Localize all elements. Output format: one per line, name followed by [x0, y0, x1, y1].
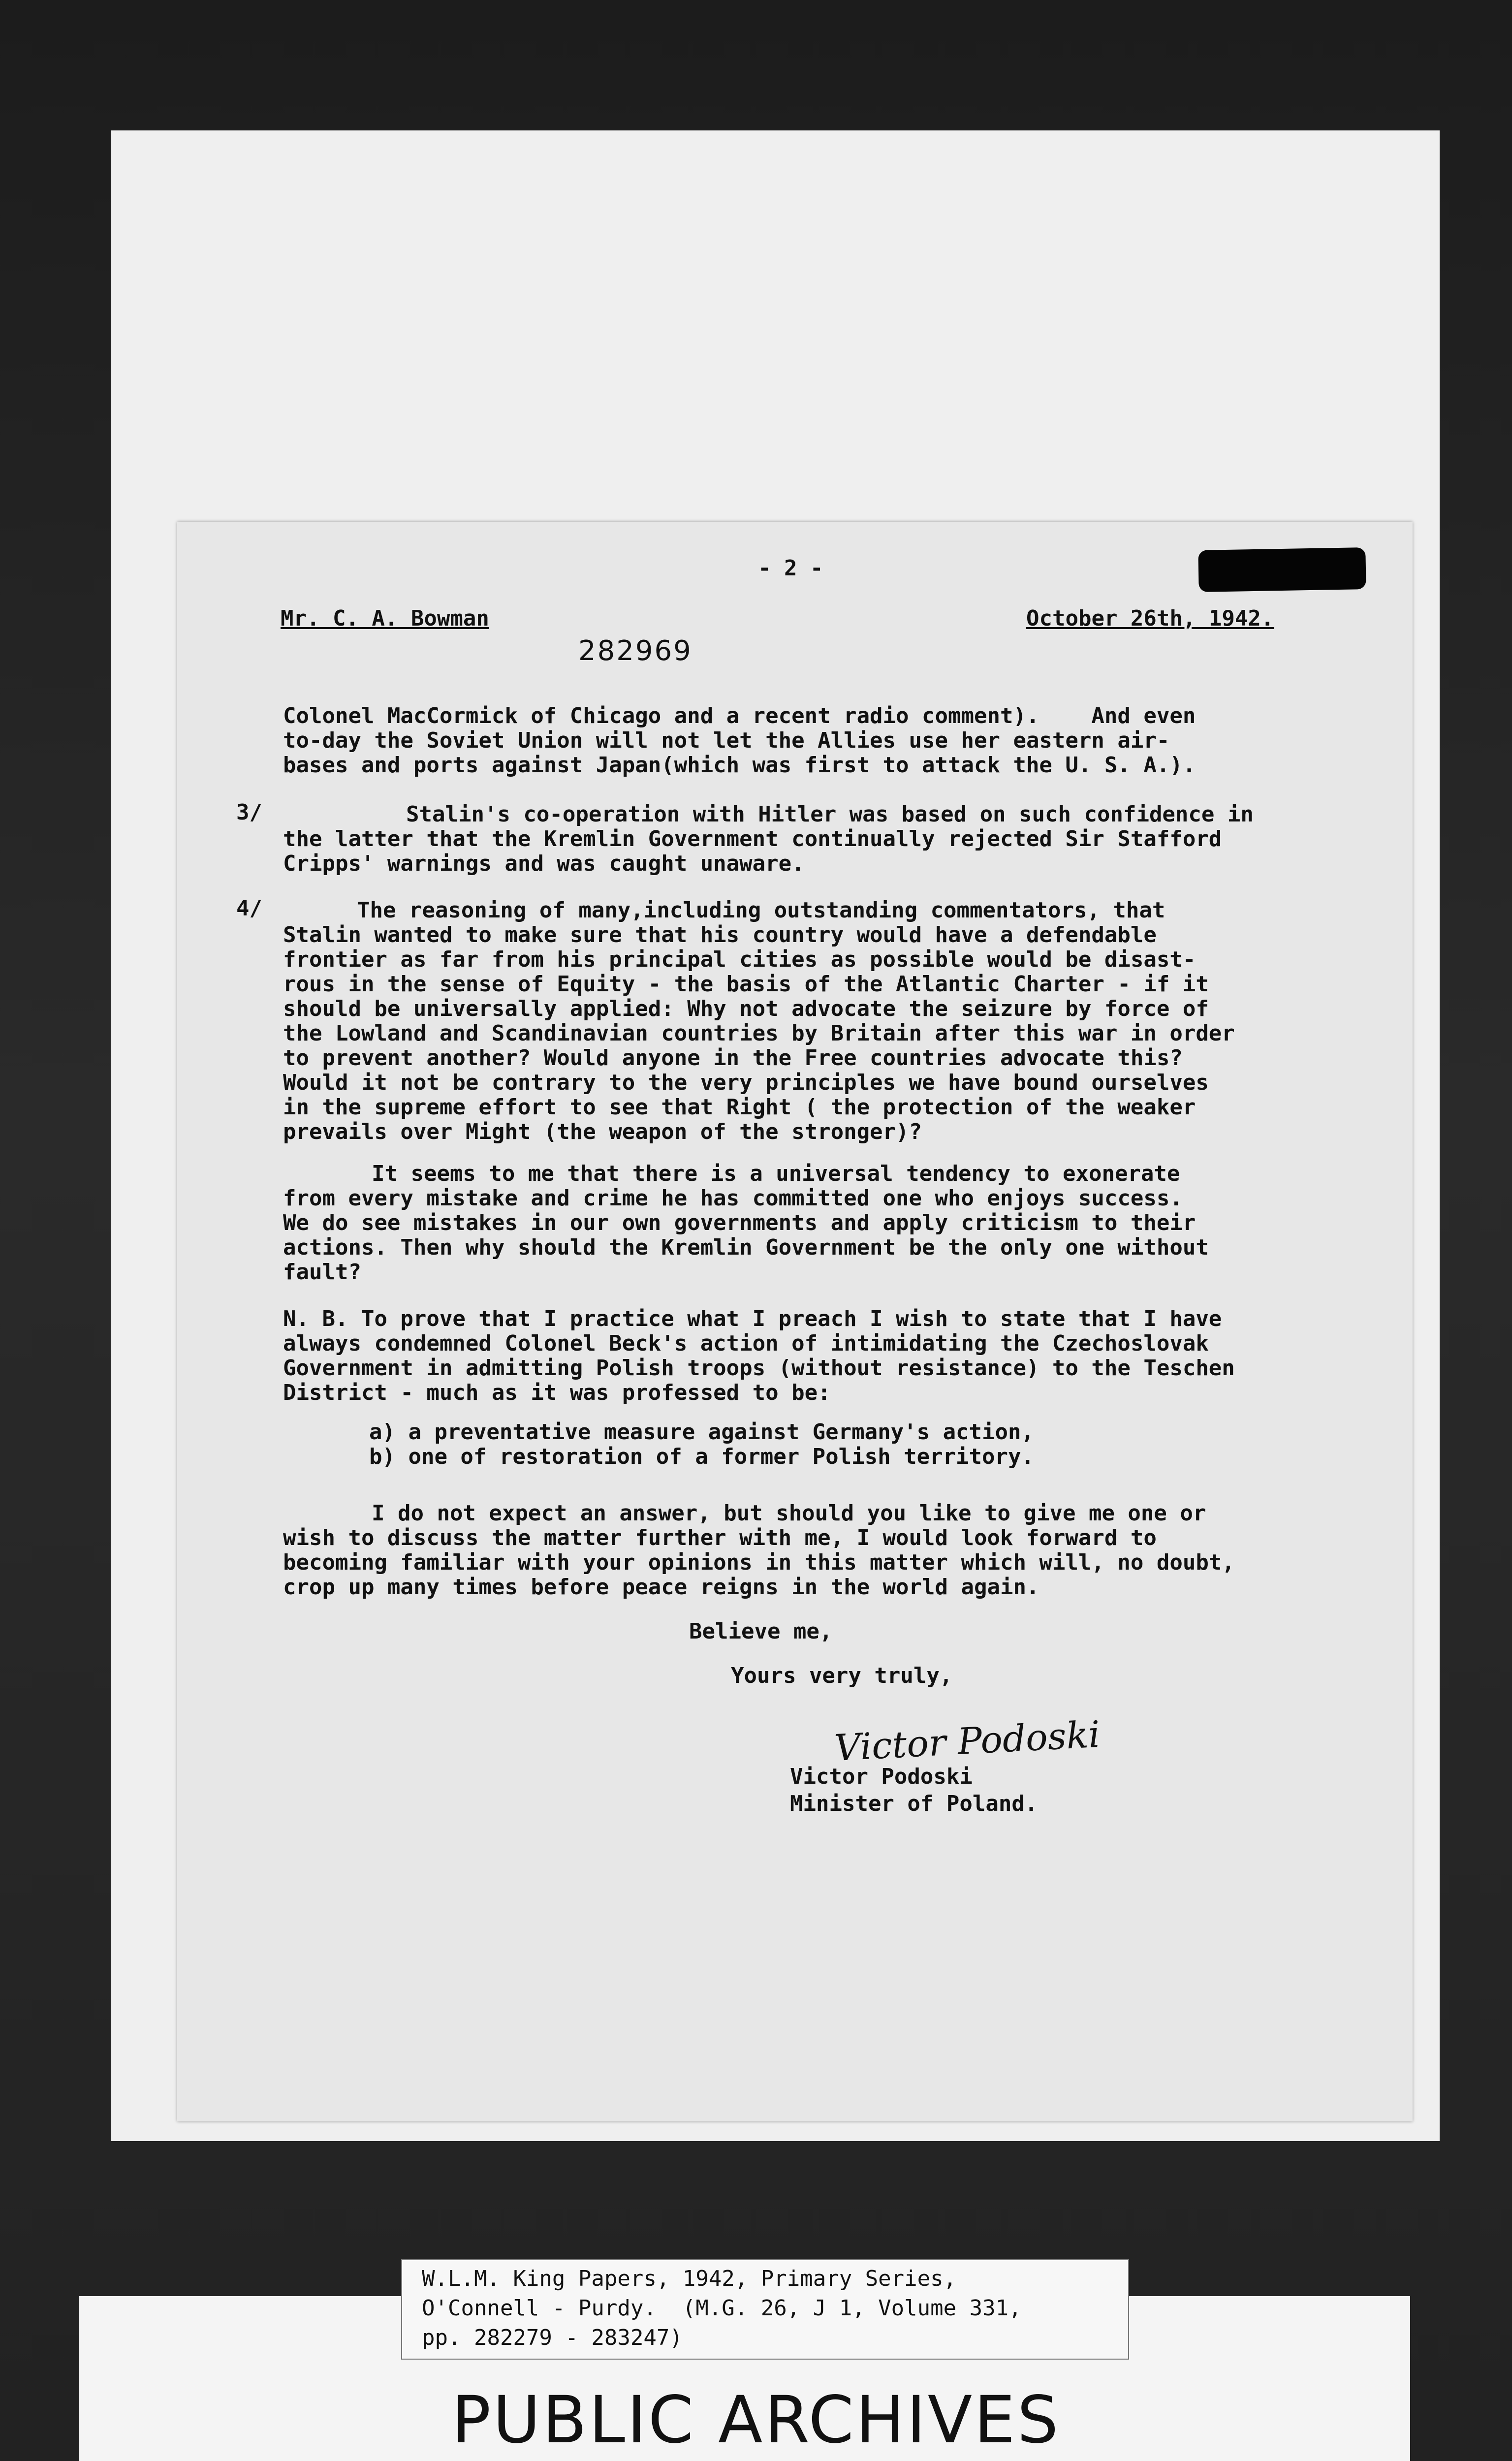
letter-date: October 26th, 1942.: [1026, 606, 1274, 631]
signer-name: Victor Podoski: [790, 1764, 973, 1789]
paragraph-6: [283, 1501, 1356, 1600]
paragraph-number-4: 4/: [236, 896, 262, 921]
text-line: the Lowland and Scandinavian countries by Britain after this war in order: [283, 1021, 1235, 1046]
label-line: W.L.M. King Papers, 1942, Primary Series,: [422, 2266, 957, 2291]
text-line: N. B. To prove that I practice what I preach I wish to state that I have: [283, 1306, 1222, 1331]
text-line: should be universally applied: Why not advocate the seizure by force of: [283, 996, 1209, 1021]
text-line: We do see mistakes in our own governments and apply criticism to their: [283, 1210, 1196, 1235]
list-item: a) a preventative measure against Germany's action,: [369, 1420, 1035, 1445]
text-line: the latter that the Kremlin Government continually rejected Sir Stafford: [283, 826, 1222, 852]
closing-salutation: Believe me,: [689, 1619, 833, 1644]
redaction-mark: [1198, 547, 1366, 592]
text-line: to prevent another? Would anyone in the Free countries advocate this?: [283, 1045, 1183, 1071]
text-line: crop up many times before peace reigns in the world again.: [283, 1575, 1040, 1600]
text-line: to-day the Soviet Union will not let the Allies use her eastern air-: [283, 728, 1170, 753]
text-line: wish to discuss the matter further with me, I would look forward to: [283, 1525, 1157, 1550]
label-line: O'Connell - Purdy. (M.G. 26, J 1, Volume 331,: [422, 2296, 1022, 2321]
text-line: Colonel MacCormick of Chicago and a recent radio comment). And even: [283, 703, 1196, 728]
document-number: 282969: [578, 635, 693, 667]
text-line: Stalin's co-operation with Hitler was based on such confidence in: [406, 802, 1254, 827]
text-line: always condemned Colonel Beck's action of intimidating the Czechoslovak: [283, 1331, 1209, 1356]
text-line: prevails over Might (the weapon of the stronger)?: [283, 1119, 922, 1144]
signer-title: Minister of Poland.: [790, 1791, 1038, 1816]
text-line: District - much as it was professed to be:: [283, 1380, 831, 1405]
signature: Victor Podoski: [833, 1713, 1102, 1770]
paragraph-5: [283, 1162, 1356, 1285]
text-line: It seems to me that there is a universal tendency to exonerate: [372, 1161, 1180, 1186]
nota-bene-list: [283, 1420, 1356, 1469]
text-line: frontier as far from his principal cities as possible would be disast-: [283, 947, 1196, 972]
text-line: Would it not be contrary to the very principles we have bound ourselves: [283, 1070, 1209, 1095]
label-line: pp. 282279 - 283247): [422, 2325, 683, 2350]
nota-bene: [283, 1307, 1356, 1405]
archives-english: PUBLIC ARCHIVES: [451, 2382, 1061, 2458]
paragraph-number-3: 3/: [236, 800, 262, 825]
paragraph-continued: [283, 704, 1356, 778]
text-line: actions. Then why should the Kremlin Government be the only one without: [283, 1235, 1209, 1260]
text-line: rous in the sense of Equity - the basis of the Atlantic Charter - if it: [283, 972, 1209, 997]
text-line: fault?: [283, 1260, 361, 1285]
text-line: bases and ports against Japan(which was first to attack the U. S. A.).: [283, 753, 1196, 778]
paragraph-4: [283, 898, 1356, 1144]
page-number: - 2 -: [758, 556, 823, 581]
text-line: becoming familiar with your opinions in this matter which will, no doubt,: [283, 1550, 1235, 1575]
closing-yours: Yours very truly,: [731, 1663, 953, 1688]
text-line: The reasoning of many,including outstanding commentators, that: [357, 898, 1166, 923]
paragraph-3: [283, 802, 1356, 876]
text-line: in the supreme effort to see that Right ( the protection of the weaker: [283, 1095, 1196, 1120]
text-line: Government in admitting Polish troops (without resistance) to the Teschen: [283, 1356, 1235, 1381]
recipient: Mr. C. A. Bowman: [281, 606, 489, 631]
text-line: I do not expect an answer, but should you like to give me one or: [372, 1501, 1206, 1526]
text-line: Cripps' warnings and was caught unaware.: [283, 851, 805, 876]
text-line: Stalin wanted to make sure that his country would have a defendable: [283, 922, 1157, 947]
text-line: from every mistake and crime he has committed one who enjoys success.: [283, 1186, 1183, 1211]
list-item: b) one of restoration of a former Polish territory.: [369, 1444, 1035, 1469]
archive-label: [401, 2259, 1129, 2360]
